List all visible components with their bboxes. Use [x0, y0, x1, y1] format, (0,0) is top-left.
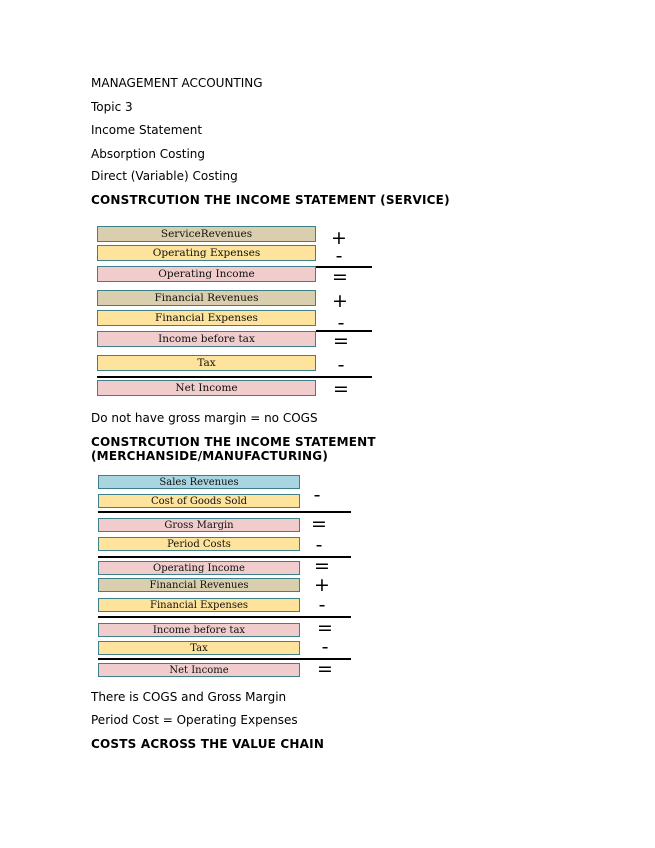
subtitle-absorption-costing: Absorption Costing: [91, 147, 206, 161]
equals-operator: =: [317, 658, 333, 680]
separator-line: [97, 376, 372, 378]
row-operating-expenses: Operating Expenses: [97, 245, 316, 261]
row-financial-revenues: Financial Revenues: [98, 578, 300, 592]
equals-operator: =: [333, 378, 349, 400]
row-tax: Tax: [98, 641, 300, 655]
equals-operator: =: [311, 513, 327, 535]
row-financial-expenses: Financial Expenses: [97, 310, 316, 326]
row-cogs: Cost of Goods Sold: [98, 494, 300, 508]
equals-operator: =: [317, 617, 333, 639]
row-sales-revenues: Sales Revenues: [98, 475, 300, 489]
row-gross-margin: Gross Margin: [98, 518, 300, 532]
row-operating-income: Operating Income: [98, 561, 300, 575]
merch-note-cogs: There is COGS and Gross Margin: [91, 690, 287, 704]
merch-note-period-cost: Period Cost = Operating Expenses: [91, 713, 298, 727]
row-income-before-tax: Income before tax: [97, 331, 316, 347]
row-tax: Tax: [97, 355, 316, 371]
row-net-income: Net Income: [97, 380, 316, 396]
minus-operator: -: [335, 245, 343, 267]
merch-heading-line2: (MERCHANSIDE/MANUFACTURING): [91, 449, 329, 463]
equals-operator: =: [314, 555, 330, 577]
row-financial-expenses: Financial Expenses: [98, 598, 300, 612]
value-chain-heading: COSTS ACROSS THE VALUE CHAIN: [91, 737, 325, 751]
service-heading: CONSTRCUTION THE INCOME STATEMENT (SERVICE): [91, 193, 450, 207]
minus-operator: -: [321, 636, 329, 658]
plus-operator: +: [314, 574, 330, 596]
minus-operator: -: [315, 534, 323, 556]
topic-line: Topic 3: [91, 100, 133, 114]
minus-operator: -: [318, 594, 326, 616]
plus-operator: +: [331, 227, 347, 249]
separator-line: [98, 616, 351, 618]
row-operating-income: Operating Income: [97, 266, 316, 282]
title-line: MANAGEMENT ACCOUNTING: [91, 76, 263, 90]
equals-operator: =: [333, 330, 349, 352]
service-note: Do not have gross margin = no COGS: [91, 411, 318, 425]
row-net-income: Net Income: [98, 663, 300, 677]
separator-line: [98, 658, 351, 660]
row-period-costs: Period Costs: [98, 537, 300, 551]
row-income-before-tax: Income before tax: [98, 623, 300, 637]
subtitle-direct-costing: Direct (Variable) Costing: [91, 169, 238, 183]
row-financial-revenues: Financial Revenues: [97, 290, 316, 306]
minus-operator: -: [337, 354, 345, 376]
subtitle-income-statement: Income Statement: [91, 123, 203, 137]
plus-operator: +: [332, 290, 348, 312]
merch-heading-line1: CONSTRCUTION THE INCOME STATEMENT: [91, 435, 376, 449]
minus-operator: -: [337, 312, 345, 334]
equals-operator: =: [332, 266, 348, 288]
row-service-revenues: ServiceRevenues: [97, 226, 316, 242]
minus-operator: -: [313, 484, 321, 506]
